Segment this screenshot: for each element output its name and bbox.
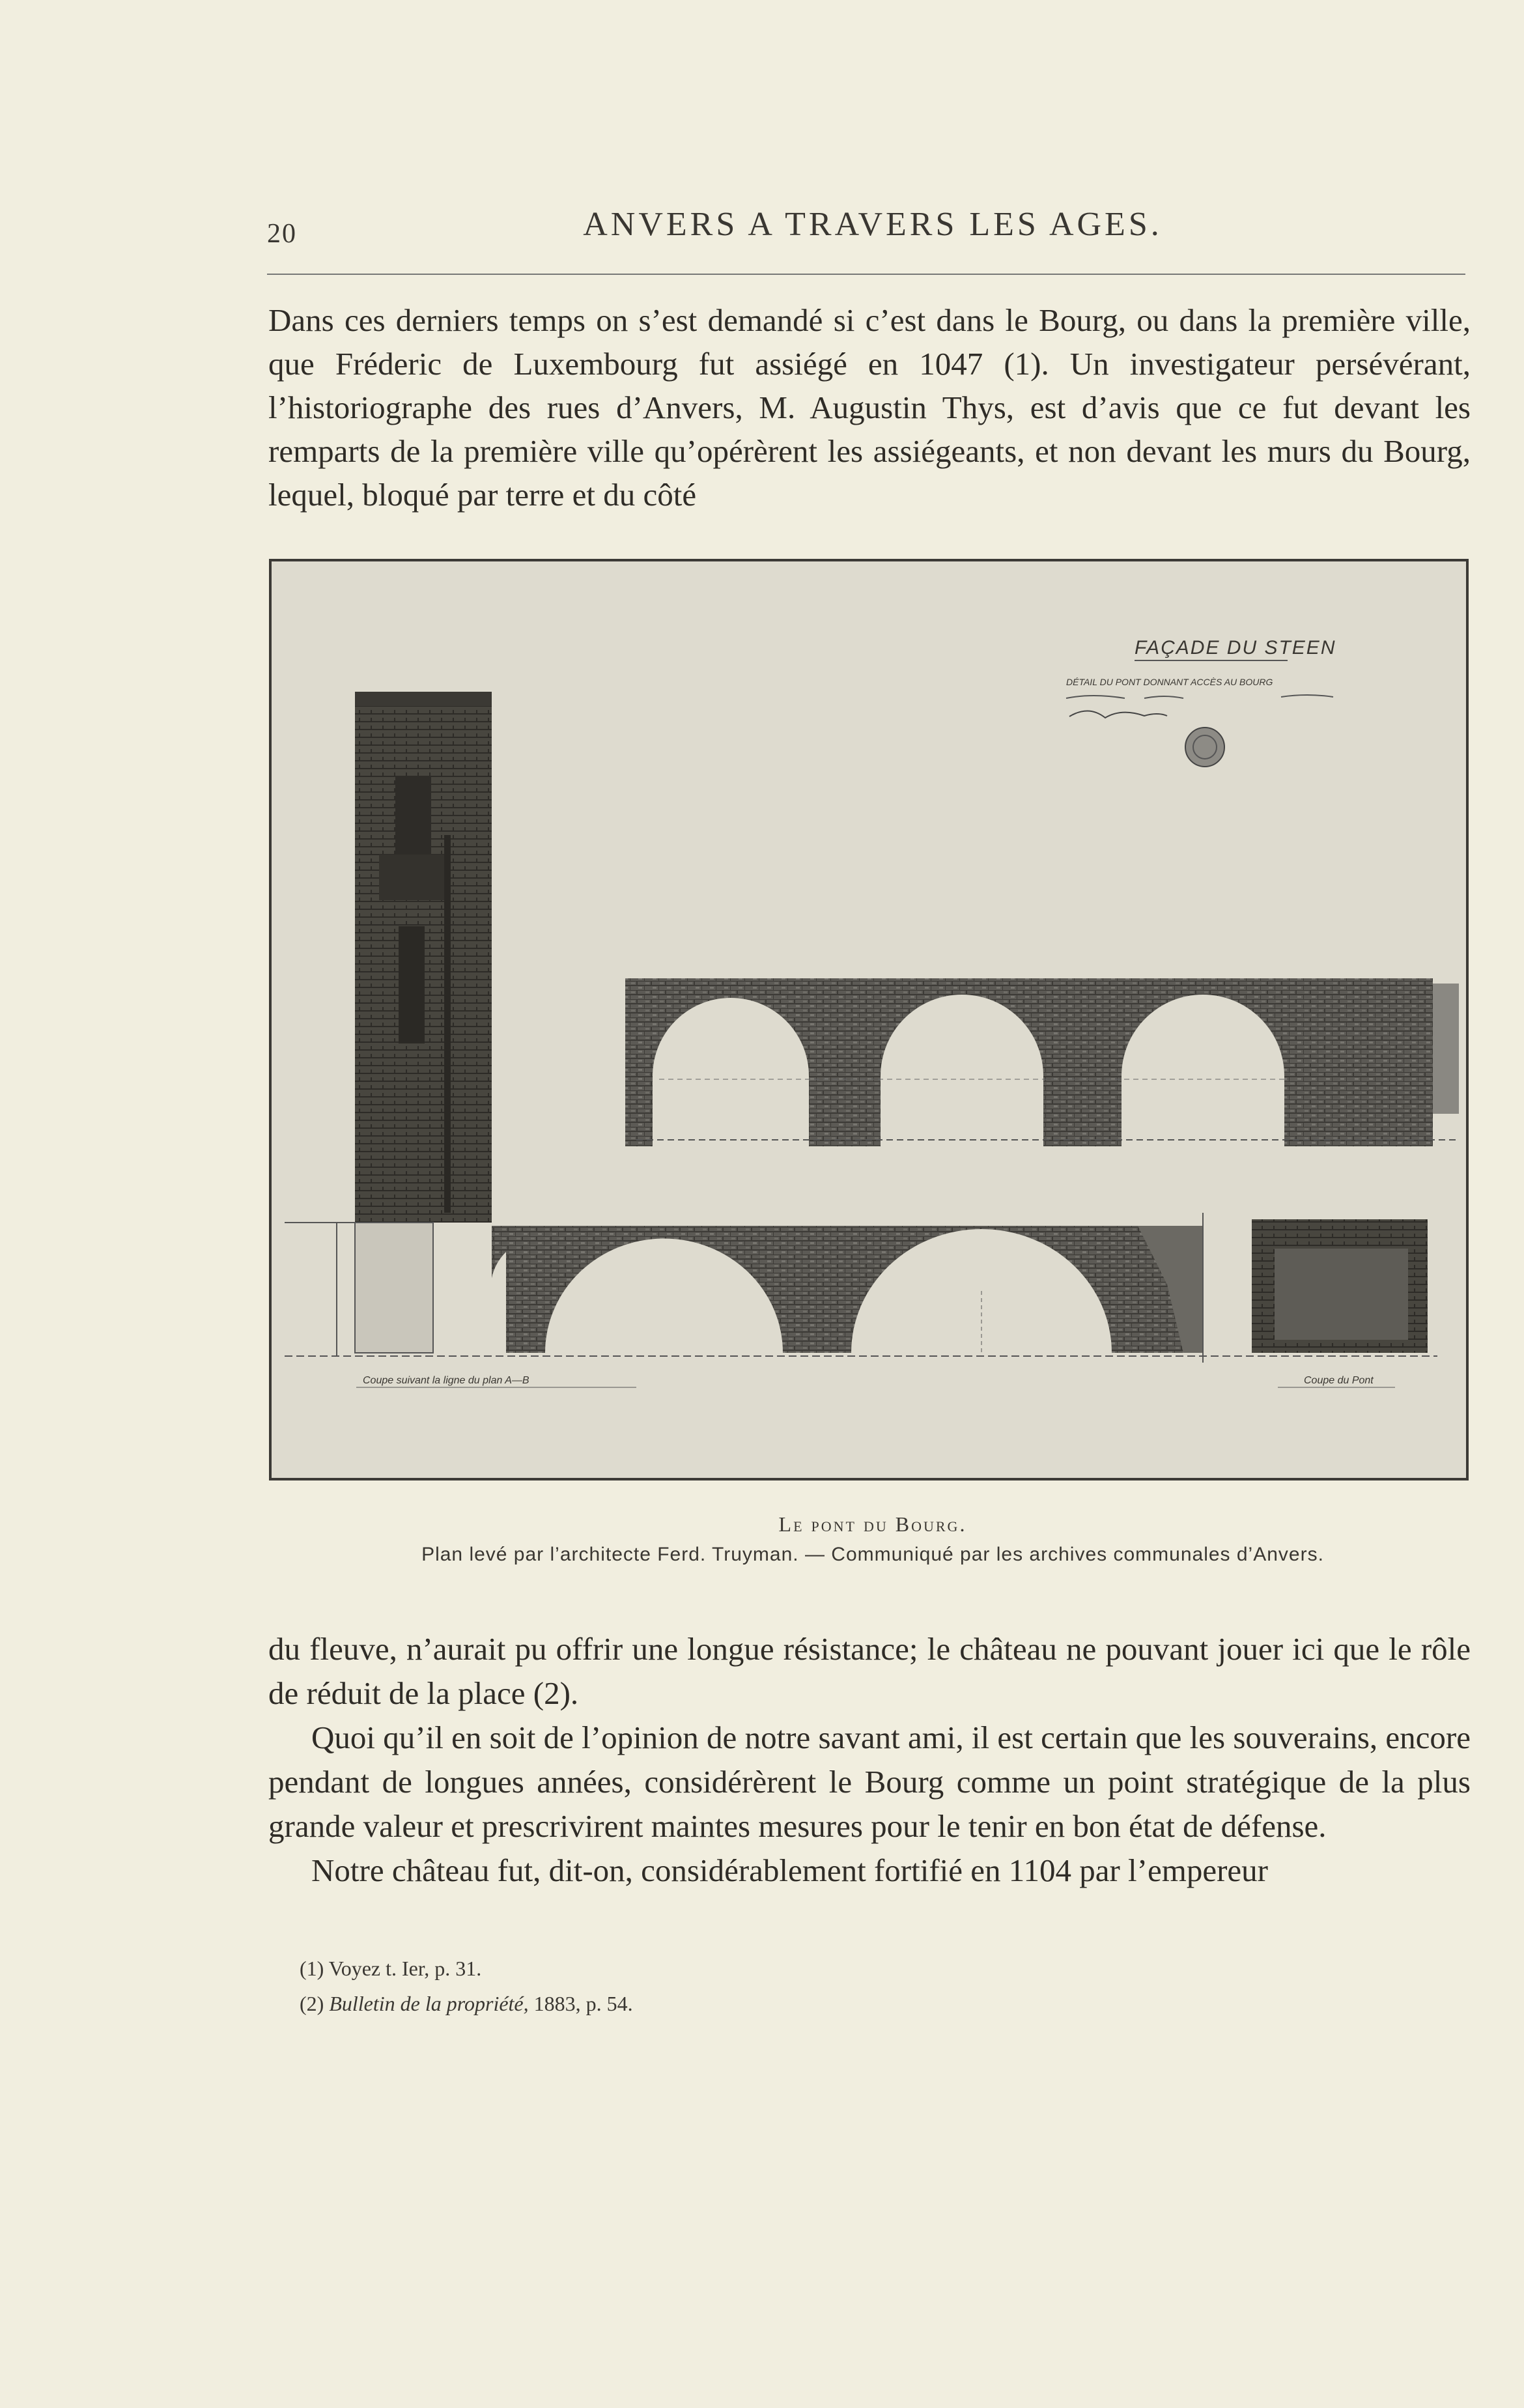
footnote-2-title: Bulletin de la propriété,: [329, 1992, 529, 2015]
plan-subtitle: DÉTAIL DU PONT DONNANT ACCÈS AU BOURG: [1066, 677, 1273, 687]
paragraph-3: Quoi qu’il en soit de l’opinion de notre savant ami, il est certain que les souverains, encore pendant de longues années, considérèrent le Bourg comme un point stratégique de la plus grande valeur et prescrivirent maintes mesures pour le tenir en bon état de défense.: [268, 1720, 1471, 1844]
bridge-plan-drawing: [272, 561, 1466, 1478]
footnote-2: (2) Bulletin de la propriété, 1883, p. 54.: [300, 1992, 633, 2015]
footnotes: [300, 1951, 633, 2021]
plan-title: FAÇADE DU STEEN: [1135, 637, 1336, 659]
figure-caption-title: Le pont du Bourg.: [778, 1512, 967, 1536]
page-number: 20: [267, 219, 297, 249]
paragraph-4: Notre château fut, dit-on, considérablement fortifié en 1104 par l’empereur: [311, 1852, 1268, 1888]
figure-plan: [269, 559, 1469, 1480]
bridge-section-label: Coupe du Pont: [1304, 1375, 1374, 1386]
paragraph-1: Dans ces derniers temps on s’est demandé si c’est dans le Bourg, ou dans la première ville, que Fréderic de Luxembourg fut assiégé en 1047 (1). Un investigateur persévérant, l’historiographe des rues d’Anvers, M. Augustin Thys, est d’avis que ce fut devant les remparts de la première ville qu’opérèrent les assiégeants, et non devant les murs du Bourg, lequel, bloqué par terre et du côté: [268, 302, 1471, 513]
body-text-continued: [268, 1627, 1471, 1893]
header-rule: [267, 274, 1465, 275]
figure-caption-credit: Plan levé par l’architecte Ferd. Truyman. — Communiqué par les archives communales d’Anvers.: [421, 1544, 1324, 1565]
footnote-1: (1) Voyez t. Ier, p. 31.: [300, 1957, 482, 1980]
seal-icon: [1185, 728, 1224, 767]
section-axis-label: Coupe suivant la ligne du plan A—B: [363, 1375, 529, 1386]
running-head: ANVERS A TRAVERS LES AGES.: [583, 206, 1163, 243]
paragraph-2: du fleuve, n’aurait pu offrir une longue résistance; le château ne pouvant jouer ici que le rôle de réduit de la place (2).: [268, 1631, 1471, 1711]
